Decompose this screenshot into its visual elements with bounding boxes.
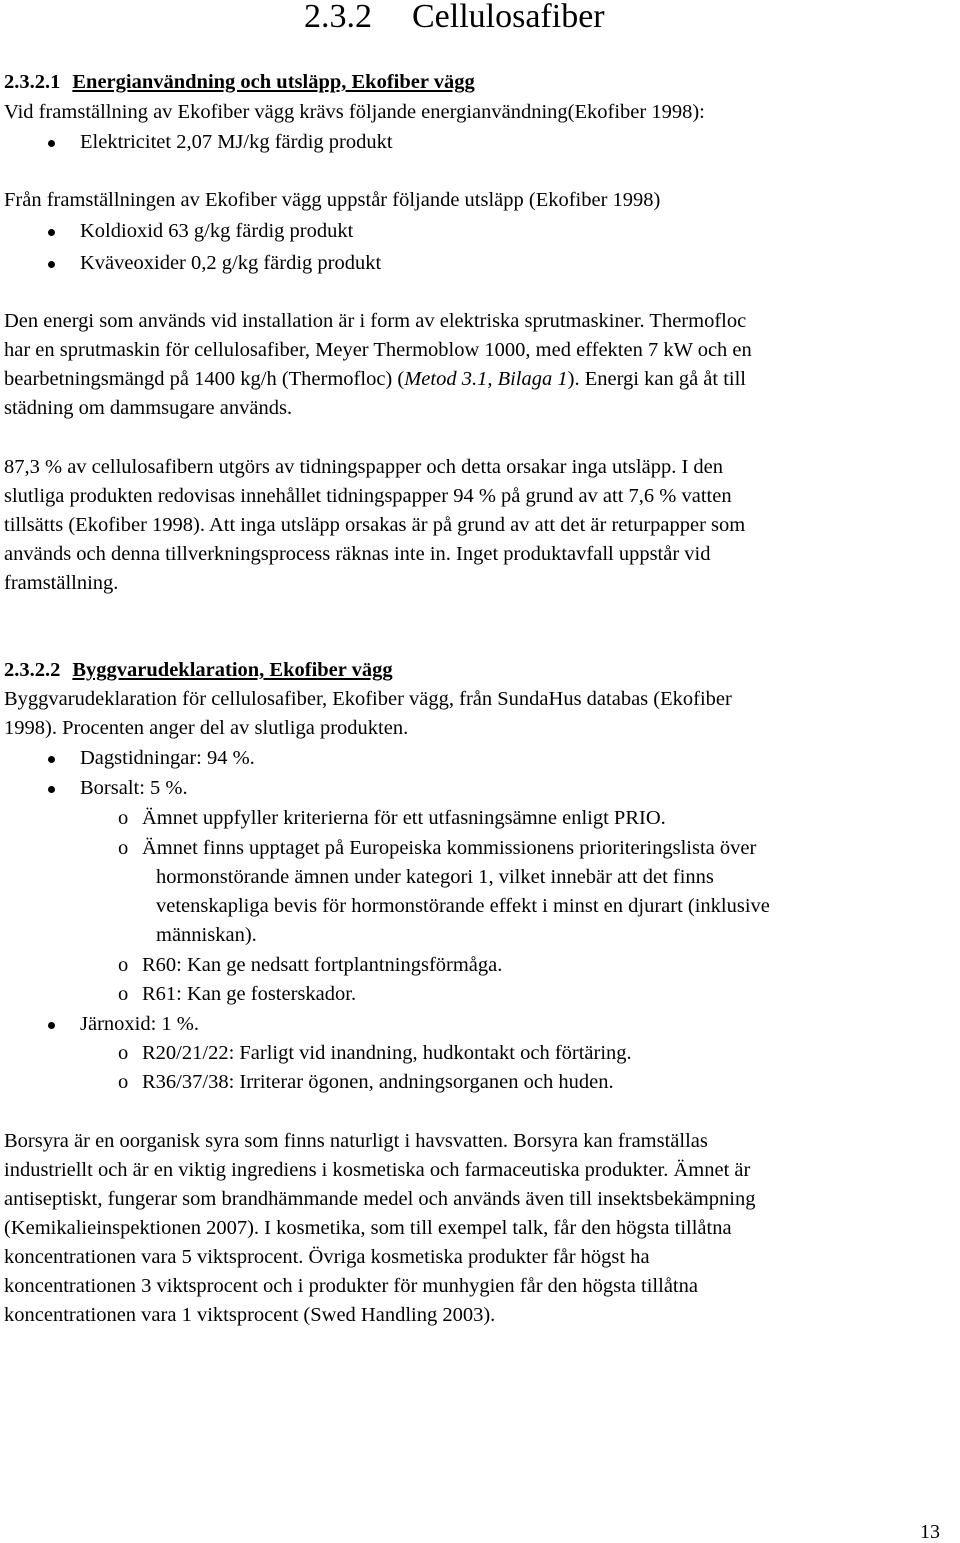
sub-item: R61: Kan ge fosterskador. xyxy=(142,983,357,1005)
subsection-2-number: 2.3.2.2 xyxy=(4,659,61,681)
ingredient-item: Borsalt: 5 %. xyxy=(80,777,188,799)
sub-item: R36/37/38: Irriterar ögonen, andningsorganen och huden. xyxy=(142,1071,614,1093)
page-number: 13 xyxy=(920,1521,940,1543)
paragraph-line: (Kemikalieinspektionen 2007). I kosmetika, som till exempel talk, får den högsta tillåtna xyxy=(4,1217,732,1239)
paragraph-line: används och denna tillverkningsprocess räknas inte in. Inget produktavfall uppstår vid xyxy=(4,543,711,565)
sub-item: R20/21/22: Farligt vid inandning, hudkontakt och förtäring. xyxy=(142,1042,632,1064)
bullet-icon xyxy=(48,786,55,793)
paragraph-line: slutliga produkten redovisas innehållet tidningspapper 94 % på grund av att 7,6 % vatten xyxy=(4,485,732,507)
bullet-icon xyxy=(48,756,55,763)
sub1-intro: Vid framställning av Ekofiber vägg krävs följande energianvändning(Ekofiber 1998): xyxy=(4,101,705,123)
paragraph-line: Den energi som används vid installation är i form av elektriska sprutmaskiner. Thermofloc xyxy=(4,310,747,332)
sub-bullet-marker: o xyxy=(118,807,129,829)
section-heading xyxy=(304,0,605,34)
sub-item: vetenskapliga bevis för hormonstörande effekt i minst en djurart (inklusive xyxy=(156,895,770,917)
subsection-2-title: Byggvarudeklaration, Ekofiber vägg xyxy=(72,659,393,681)
section-number: 2.3.2 xyxy=(304,0,372,35)
ingredient-item: Dagstidningar: 94 %. xyxy=(80,747,255,769)
method-reference: Metod 3.1, Bilaga 1 xyxy=(404,368,568,390)
ingredient-item: Järnoxid: 1 %. xyxy=(80,1013,199,1035)
emission-item: Kväveoxider 0,2 g/kg färdig produkt xyxy=(80,252,382,274)
energy-item: Elektricitet 2,07 MJ/kg färdig produkt xyxy=(80,131,393,153)
subsection-2-heading xyxy=(4,660,393,681)
sub-item: Ämnet finns upptaget på Europeiska kommissionens prioriteringslista över xyxy=(142,837,757,859)
sub-bullet-marker: o xyxy=(118,1042,129,1064)
text-run: bearbetningsmängd på 1400 kg/h (Thermofloc) ( xyxy=(4,368,405,390)
paragraph-line: koncentrationen 3 viktsprocent och i produkter för munhygien får den högsta tillåtna xyxy=(4,1275,698,1297)
subsection-1-heading xyxy=(4,72,475,93)
paragraph-line: industriellt och är en viktig ingrediens i kosmetiska och farmaceutiska produkter. Ämnet är xyxy=(4,1159,751,1181)
paragraph-line: 87,3 % av cellulosafibern utgörs av tidningspapper och detta orsakar inga utsläpp. I den xyxy=(4,456,724,478)
paragraph-line: har en sprutmaskin för cellulosafiber, Meyer Thermoblow 1000, med effekten 7 kW och en xyxy=(4,339,752,361)
paragraph-line: koncentrationen vara 1 viktsprocent (Swed Handling 2003). xyxy=(4,1304,496,1326)
paragraph-line: framställning. xyxy=(4,572,119,594)
paragraph-line: koncentrationen vara 5 viktsprocent. Övriga kosmetiska produkter får högst ha xyxy=(4,1246,650,1268)
sub-item: hormonstörande ämnen under kategori 1, vilket innebär att det finns xyxy=(156,866,714,888)
sub-item: människan). xyxy=(156,924,257,946)
sub-item: R60: Kan ge nedsatt fortplantningsförmåga. xyxy=(142,954,503,976)
bullet-icon xyxy=(48,1022,55,1029)
sub-bullet-marker: o xyxy=(118,983,129,1005)
paragraph-line xyxy=(4,369,746,390)
subsection-1-title: Energianvändning och utsläpp, Ekofiber vägg xyxy=(72,71,475,93)
paragraph-line: tillsätts (Ekofiber 1998). Att inga utsläpp orsakas är på grund av att det är returpapper som xyxy=(4,514,746,536)
sub-bullet-marker: o xyxy=(118,837,129,859)
bullet-icon xyxy=(48,229,55,236)
emission-item: Koldioxid 63 g/kg färdig produkt xyxy=(80,220,354,242)
bullet-icon xyxy=(48,140,55,147)
sub-bullet-marker: o xyxy=(118,954,129,976)
paragraph-line: 1998). Procenten anger del av slutliga produkten. xyxy=(4,717,409,739)
paragraph-line: städning om dammsugare används. xyxy=(4,397,293,419)
text-run: ). Energi kan gå åt till xyxy=(567,368,746,390)
emission-intro: Från framställningen av Ekofiber vägg uppstår följande utsläpp (Ekofiber 1998) xyxy=(4,189,661,211)
bullet-icon xyxy=(48,261,55,268)
sub-item: Ämnet uppfyller kriterierna för ett utfasningsämne enligt PRIO. xyxy=(142,807,666,829)
section-title: Cellulosafiber xyxy=(412,0,605,35)
paragraph-line: Byggvarudeklaration för cellulosafiber, Ekofiber vägg, från SundaHus databas (Ekofiber xyxy=(4,688,732,710)
subsection-1-number: 2.3.2.1 xyxy=(4,71,61,93)
sub-bullet-marker: o xyxy=(118,1071,129,1093)
paragraph-line: Borsyra är en oorganisk syra som finns naturligt i havsvatten. Borsyra kan framställas xyxy=(4,1130,708,1152)
paragraph-line: antiseptiskt, fungerar som brandhämmande medel och används även till insektsbekämpning xyxy=(4,1188,756,1210)
